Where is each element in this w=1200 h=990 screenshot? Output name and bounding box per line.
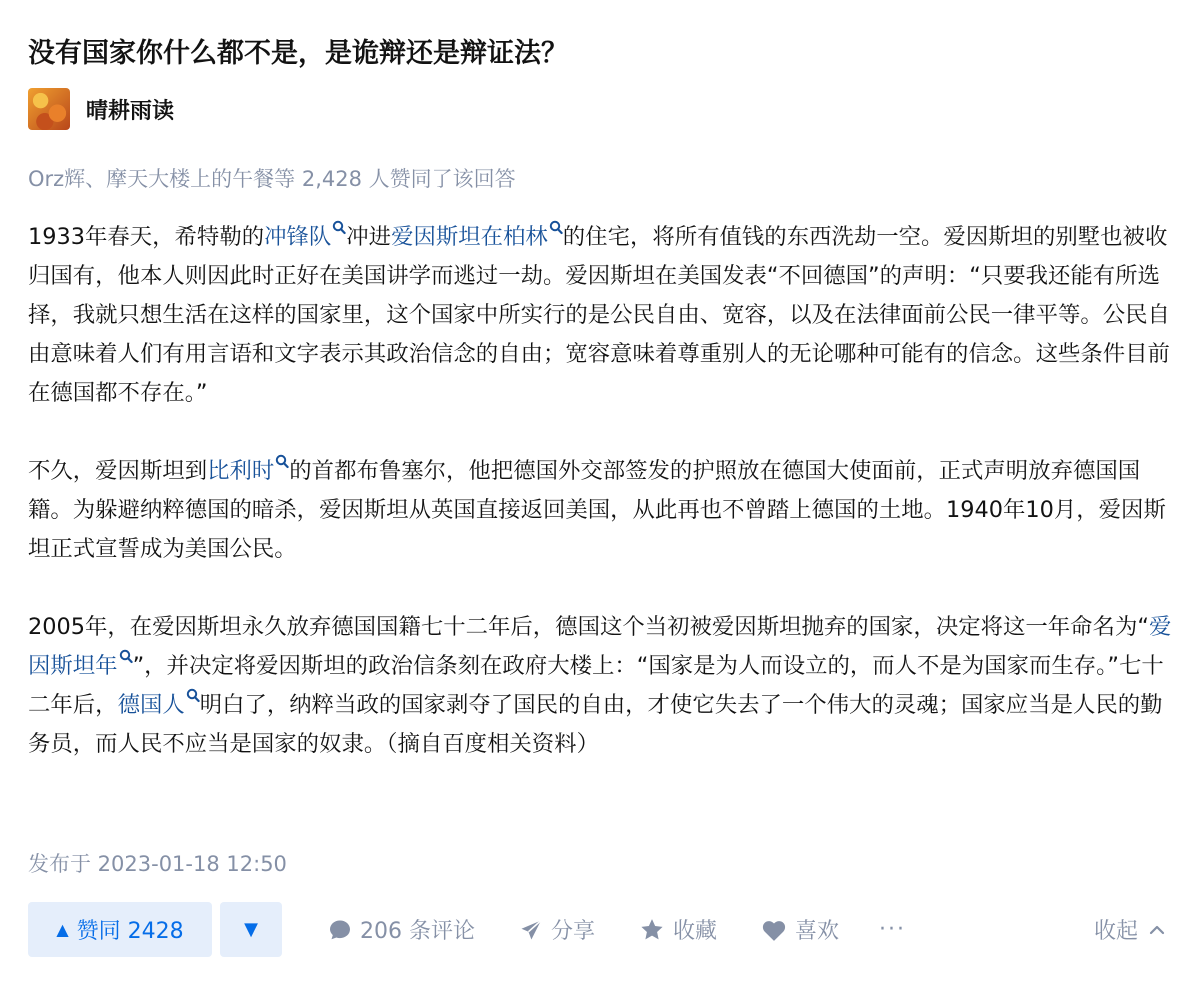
avatar[interactable] xyxy=(28,88,70,130)
paragraph-text: ”，并决定将爱因斯坦的政治信条刻在政府大楼上：“国家是为人而设立的，而人不是为国家而生存。”七十二年后， xyxy=(28,653,1164,718)
more-label: ··· xyxy=(879,917,907,942)
paragraph-text: 明白了，纳粹当政的国家剥夺了国民的自由，才使它失去了一个伟大的灵魂；国家应当是人民的勤务员，而人民不应当是国家的奴隶。（摘自百度相关资料） xyxy=(28,692,1163,757)
share-label: 分享 xyxy=(551,919,596,944)
keyword-text: 冲锋队 xyxy=(264,224,332,250)
paragraph xyxy=(28,608,1178,764)
paragraph xyxy=(28,218,1178,413)
upvote-button[interactable] xyxy=(28,902,212,957)
like-label: 喜欢 xyxy=(795,919,840,944)
chevron-up-icon xyxy=(1148,921,1166,939)
author-info xyxy=(28,88,174,130)
keyword-link[interactable] xyxy=(207,458,289,484)
keyword-text: 德国人 xyxy=(117,692,185,718)
paragraph-text: 不久，爱因斯坦到 xyxy=(28,458,208,484)
paragraph xyxy=(28,452,1178,569)
voters-summary[interactable]: Orz辉、摩天大楼上的午餐等 2,428 人赞同了该回答 xyxy=(28,167,516,191)
collapse-button[interactable] xyxy=(1094,902,1166,957)
magnifier-icon xyxy=(119,649,133,665)
comment-label: 206 条评论 xyxy=(360,919,475,944)
magnifier-icon xyxy=(332,220,346,236)
keyword-text: 比利时 xyxy=(207,458,275,484)
triangle-down-icon: ▼ xyxy=(244,919,258,940)
upvote-label: 赞同 2428 xyxy=(76,919,184,944)
publish-time[interactable]: 发布于 2023-01-18 12:50 xyxy=(28,852,287,876)
favorite-button[interactable] xyxy=(639,914,717,945)
paragraph-text: 冲进 xyxy=(346,224,392,250)
paragraph-text: 的住宅，将所有值钱的东西洗劫一空。爱因斯坦的别墅也被收归国有，他本人则因此时正好在美国讲学而逃过一劫。爱因斯坦在美国发表“不回德国”的声明：“只要我还能有所选择，我就只想生活在这样的国家里，这个国家中所实行的是公民自由、宽容，以及在法律面前公民一律平等。公民自由意味着人们有用言语和文字表示其政治信念的自由；宽容意味着尊重别人的无论哪种可能有的信念。这些条件目前在德国都不存在。” xyxy=(28,224,1170,406)
magnifier-icon xyxy=(186,688,200,704)
paragraph-text: 2005年，在爱因斯坦永久放弃德国国籍七十二年后，德国这个当初被爱因斯坦抛弃的国家，决定将这一年命名为“ xyxy=(28,614,1149,640)
paper-plane-icon xyxy=(519,918,543,942)
comment-button[interactable] xyxy=(328,914,475,945)
keyword-text: 爱因斯坦年 xyxy=(28,614,1172,679)
keyword-link[interactable] xyxy=(391,224,563,250)
author-name[interactable]: 晴耕雨读 xyxy=(86,98,175,124)
heart-icon xyxy=(761,918,787,942)
keyword-link[interactable] xyxy=(264,224,346,250)
action-bar xyxy=(28,902,1178,957)
magnifier-icon xyxy=(549,220,563,236)
speech-bubble-icon xyxy=(328,918,352,942)
paragraph-text: 1933年春天，希特勒的 xyxy=(28,224,265,250)
magnifier-icon xyxy=(275,454,289,470)
answer-content xyxy=(28,218,1178,764)
question-title[interactable]: 没有国家你什么都不是，是诡辩还是辩证法？ xyxy=(28,38,568,69)
keyword-text: 爱因斯坦在柏林 xyxy=(391,224,548,250)
collapse-label: 收起 xyxy=(1093,919,1138,944)
like-button[interactable] xyxy=(761,914,839,945)
paragraph-text: 的首都布鲁塞尔，他把德国外交部签发的护照放在德国大使面前，正式声明放弃德国国籍。为躲避纳粹德国的暗杀，爱因斯坦从英国直接返回美国，从此再也不曾踏上德国的土地。1940年10月，爱因斯坦正式宣誓成为美国公民。 xyxy=(28,458,1166,562)
downvote-button[interactable] xyxy=(220,902,282,957)
keyword-link[interactable] xyxy=(118,692,200,718)
favorite-label: 收藏 xyxy=(673,919,718,944)
more-button[interactable] xyxy=(879,917,906,942)
star-icon xyxy=(639,917,665,943)
triangle-up-icon: ▲ xyxy=(56,920,69,939)
share-button[interactable] xyxy=(519,914,595,945)
